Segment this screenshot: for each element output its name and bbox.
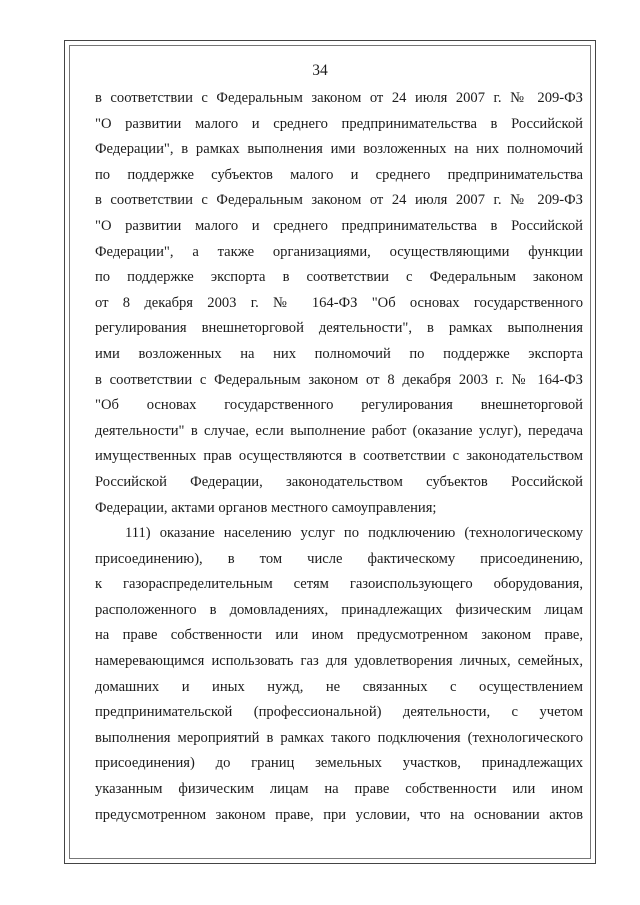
text-line: "О развитии малого и среднего предпринимательства в Российской bbox=[95, 115, 583, 132]
text-line: регулирования внешнеторговой деятельности", в рамках выполнения bbox=[95, 320, 583, 337]
text-line: к газораспределительным сетям газоиспользующего оборудования, bbox=[95, 576, 583, 593]
text-line: предусмотренном законом праве, при условии, что на основании актов bbox=[95, 806, 583, 823]
text-line: выполнения мероприятий в рамках такого подключения (технологического bbox=[95, 729, 583, 746]
text-line: по поддержке экспорта в соответствии с Федеральным законом bbox=[95, 269, 583, 286]
text-line: в соответствии с Федеральным законом от 24 июля 2007 г. № 209-ФЗ bbox=[95, 192, 583, 209]
text-line: домашних и иных нужд, не связанных с осуществлением bbox=[95, 678, 583, 695]
text-line: от 8 декабря 2003 г. № 164-ФЗ "Об основах государственного bbox=[95, 294, 583, 311]
text-line: "Об основах государственного регулирования внешнеторговой bbox=[95, 397, 583, 414]
text-line: присоединению), в том числе фактическому присоединению, bbox=[95, 550, 583, 567]
document-body bbox=[95, 86, 583, 828]
text-line: Федерации", в рамках выполнения ими возложенных на них полномочий bbox=[95, 141, 583, 158]
text-line: имущественных прав осуществляются в соответствии с законодательством bbox=[95, 448, 583, 465]
text-line: деятельности" в случае, если выполнение работ (оказание услуг), передача bbox=[95, 422, 583, 439]
text-line: расположенного в домовладениях, принадлежащих физическим лицам bbox=[95, 601, 583, 618]
text-line: Российской Федерации, законодательством субъектов Российской bbox=[95, 473, 583, 490]
text-line: присоединения) до границ земельных участков, принадлежащих bbox=[95, 755, 583, 772]
text-line: в соответствии с Федеральным законом от 24 июля 2007 г. № 209-ФЗ bbox=[95, 90, 583, 106]
text-line: предпринимательской (профессиональной) деятельности, с учетом bbox=[95, 704, 583, 721]
text-line: ими возложенных на них полномочий по поддержке экспорта bbox=[95, 345, 583, 362]
text-line-paragraph-start: 111) оказание населению услуг по подключению (технологическому bbox=[125, 525, 583, 542]
text-line: намеревающимся использовать газ для удовлетворения личных, семейных, bbox=[95, 653, 583, 670]
text-line: "О развитии малого и среднего предпринимательства в Российской bbox=[95, 217, 583, 234]
text-line: указанным физическим лицам на праве собственности или ином bbox=[95, 781, 583, 798]
text-line: на праве собственности или ином предусмотренном законом праве, bbox=[95, 627, 583, 644]
page-number: 34 bbox=[312, 62, 328, 79]
text-line-paragraph-end: Федерации, актами органов местного самоуправления; bbox=[95, 499, 437, 516]
text-line: Федерации", а также организациями, осуществляющими функции bbox=[95, 243, 583, 260]
text-line: в соответствии с Федеральным законом от 8 декабря 2003 г. № 164-ФЗ bbox=[95, 371, 583, 388]
text-line: по поддержке субъектов малого и среднего предпринимательства bbox=[95, 166, 583, 183]
